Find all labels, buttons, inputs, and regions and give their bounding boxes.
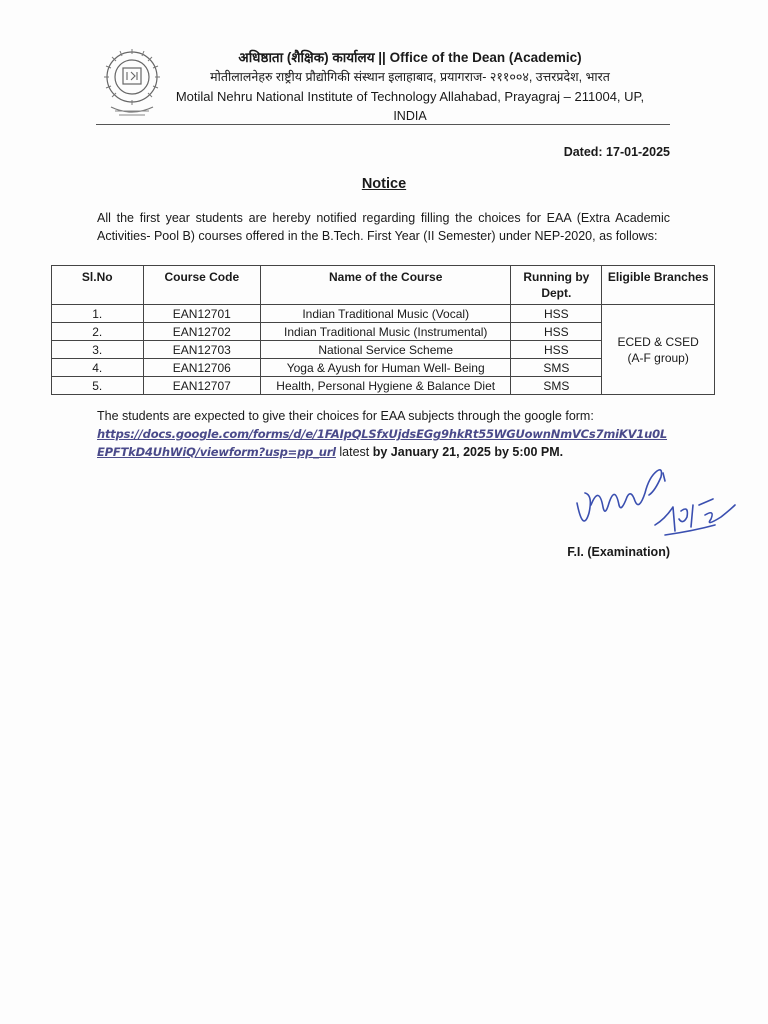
cell-slno: 5.	[52, 377, 144, 395]
cell-course-name: Indian Traditional Music (Instrumental)	[261, 323, 511, 341]
google-form-link[interactable]: https://docs.google.com/forms/d/e/1FAIpQLSfxUjdsEGg9hkRt55WGUownNmVCs7miKV1u0LEPFTkD4UhWiQ/viewform?usp=pp_url	[97, 427, 668, 459]
column-header-course-code: Course Code	[143, 266, 261, 305]
cell-course-code: EAN12703	[143, 341, 261, 359]
notice-title: Notice	[361, 176, 407, 192]
eligible-branches-line-2: (A-F group)	[627, 350, 689, 365]
header-office-title: अधिष्ठाता (शैक्षिक) कार्यालय || Office of the Dean (Academic)	[238, 50, 582, 65]
cell-dept: SMS	[511, 359, 602, 377]
intro-paragraph: All the first year students are hereby notified regarding filling the choices for EAA (Extra Academic Activities- Pool B) courses offered in the B.Tech. First Year (II Semester) under NEP-2020, as follows:	[97, 211, 670, 243]
form-paragraph	[97, 407, 670, 461]
column-header-eligible: Eligible Branches	[602, 266, 715, 305]
cell-course-code: EAN12707	[143, 377, 261, 395]
header-institute-hindi: मोतीलालनेहरु राष्ट्रीय प्रौद्योगिकी संस्थान इलाहाबाद, प्रयागराज- २११००४, उत्तरप्रदेश, भारत	[210, 70, 610, 84]
eligible-branches-line-1: ECED & CSED	[617, 334, 699, 349]
institute-logo-icon	[103, 45, 161, 123]
table-header-row	[52, 266, 715, 305]
form-latest-text: latest	[335, 445, 373, 459]
cell-course-name: Yoga & Ayush for Human Well- Being	[261, 359, 511, 377]
column-header-dept: Running by Dept.	[511, 266, 602, 305]
cell-dept: HSS	[511, 341, 602, 359]
table-row	[52, 305, 715, 323]
cell-course-code: EAN12706	[143, 359, 261, 377]
cell-dept: SMS	[511, 377, 602, 395]
cell-slno: 2.	[52, 323, 144, 341]
cell-course-code: EAN12702	[143, 323, 261, 341]
courses-table	[51, 265, 715, 395]
signature-icon	[565, 455, 750, 545]
column-header-course-name: Name of the Course	[261, 266, 511, 305]
cell-dept: HSS	[511, 305, 602, 323]
cell-course-name: National Service Scheme	[261, 341, 511, 359]
signer-designation: F.I. (Examination)	[567, 545, 670, 559]
cell-course-code: EAN12701	[143, 305, 261, 323]
deadline-text: by January 21, 2025 by 5:00 PM.	[372, 445, 564, 459]
cell-slno: 4.	[52, 359, 144, 377]
cell-course-name: Health, Personal Hygiene & Balance Diet	[261, 377, 511, 395]
cell-dept: HSS	[511, 323, 602, 341]
notice-date: Dated: 17-01-2025	[563, 145, 670, 159]
cell-course-name: Indian Traditional Music (Vocal)	[261, 305, 511, 323]
column-header-slno: Sl.No	[52, 266, 144, 305]
header-country: INDIA	[393, 109, 427, 123]
cell-slno: 1.	[52, 305, 144, 323]
cell-slno: 3.	[52, 341, 144, 359]
header-institute-english: Motilal Nehru National Institute of Technology Allahabad, Prayagraj – 211004, UP,	[175, 89, 645, 104]
header-divider	[96, 124, 670, 125]
form-instruction-text: The students are expected to give their choices for EAA subjects through the google form:	[97, 409, 594, 423]
cell-eligible-branches	[602, 305, 715, 395]
